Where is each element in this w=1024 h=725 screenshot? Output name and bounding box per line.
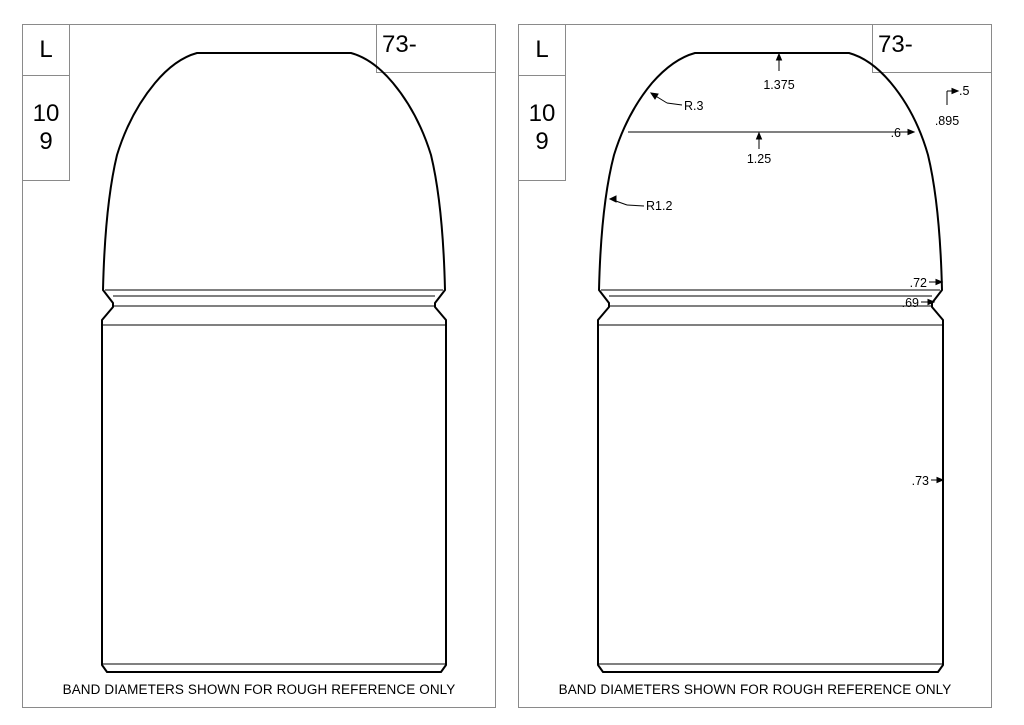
meplat-arrowhead: [777, 54, 782, 60]
drawing-panel-left: [22, 24, 496, 708]
ogive-line-arrowhead: [757, 133, 762, 139]
footer-note: BAND DIAMETERS SHOWN FOR ROUGH REFERENCE ONLY: [62, 682, 456, 697]
number-bottom: 9: [535, 128, 549, 155]
bullet-profile-left: [23, 25, 497, 709]
bullet-outline: [102, 53, 446, 672]
small-radius-label: R.3: [684, 99, 704, 113]
band-upper-label: .72: [909, 276, 927, 290]
ref-line-label: .6: [890, 126, 901, 140]
ref-line-arrowhead: [908, 130, 914, 135]
meplat-diameter-label: 1.375: [763, 78, 795, 92]
letter-label: L: [39, 36, 53, 63]
body-diameter-label: .73: [911, 474, 929, 488]
number-top: 10: [528, 100, 556, 127]
number-bottom: 9: [39, 128, 53, 155]
drawing-panel-right: [518, 24, 992, 708]
small-radius-arrowhead: [651, 93, 658, 99]
letter-label: L: [535, 36, 549, 63]
step-marker-arrowhead: [952, 89, 958, 94]
ogive-line-diameter-label: 1.25: [746, 152, 772, 166]
large-radius-label: R1.2: [646, 199, 673, 213]
large-radius-leader-a: [627, 205, 644, 206]
code-label: 73-: [878, 31, 913, 58]
band-lower-label: .69: [901, 296, 919, 310]
step-label: .5: [959, 84, 970, 98]
large-radius-arrowhead: [610, 196, 616, 202]
small-radius-leader-a: [667, 103, 682, 105]
bullet-profile-right: [519, 25, 993, 709]
ogive-length-label: .895: [934, 114, 960, 128]
footer-note: BAND DIAMETERS SHOWN FOR ROUGH REFERENCE ONLY: [558, 682, 952, 697]
number-top: 10: [32, 100, 60, 127]
code-label: 73-: [382, 31, 417, 58]
bullet-outline: [598, 53, 943, 672]
